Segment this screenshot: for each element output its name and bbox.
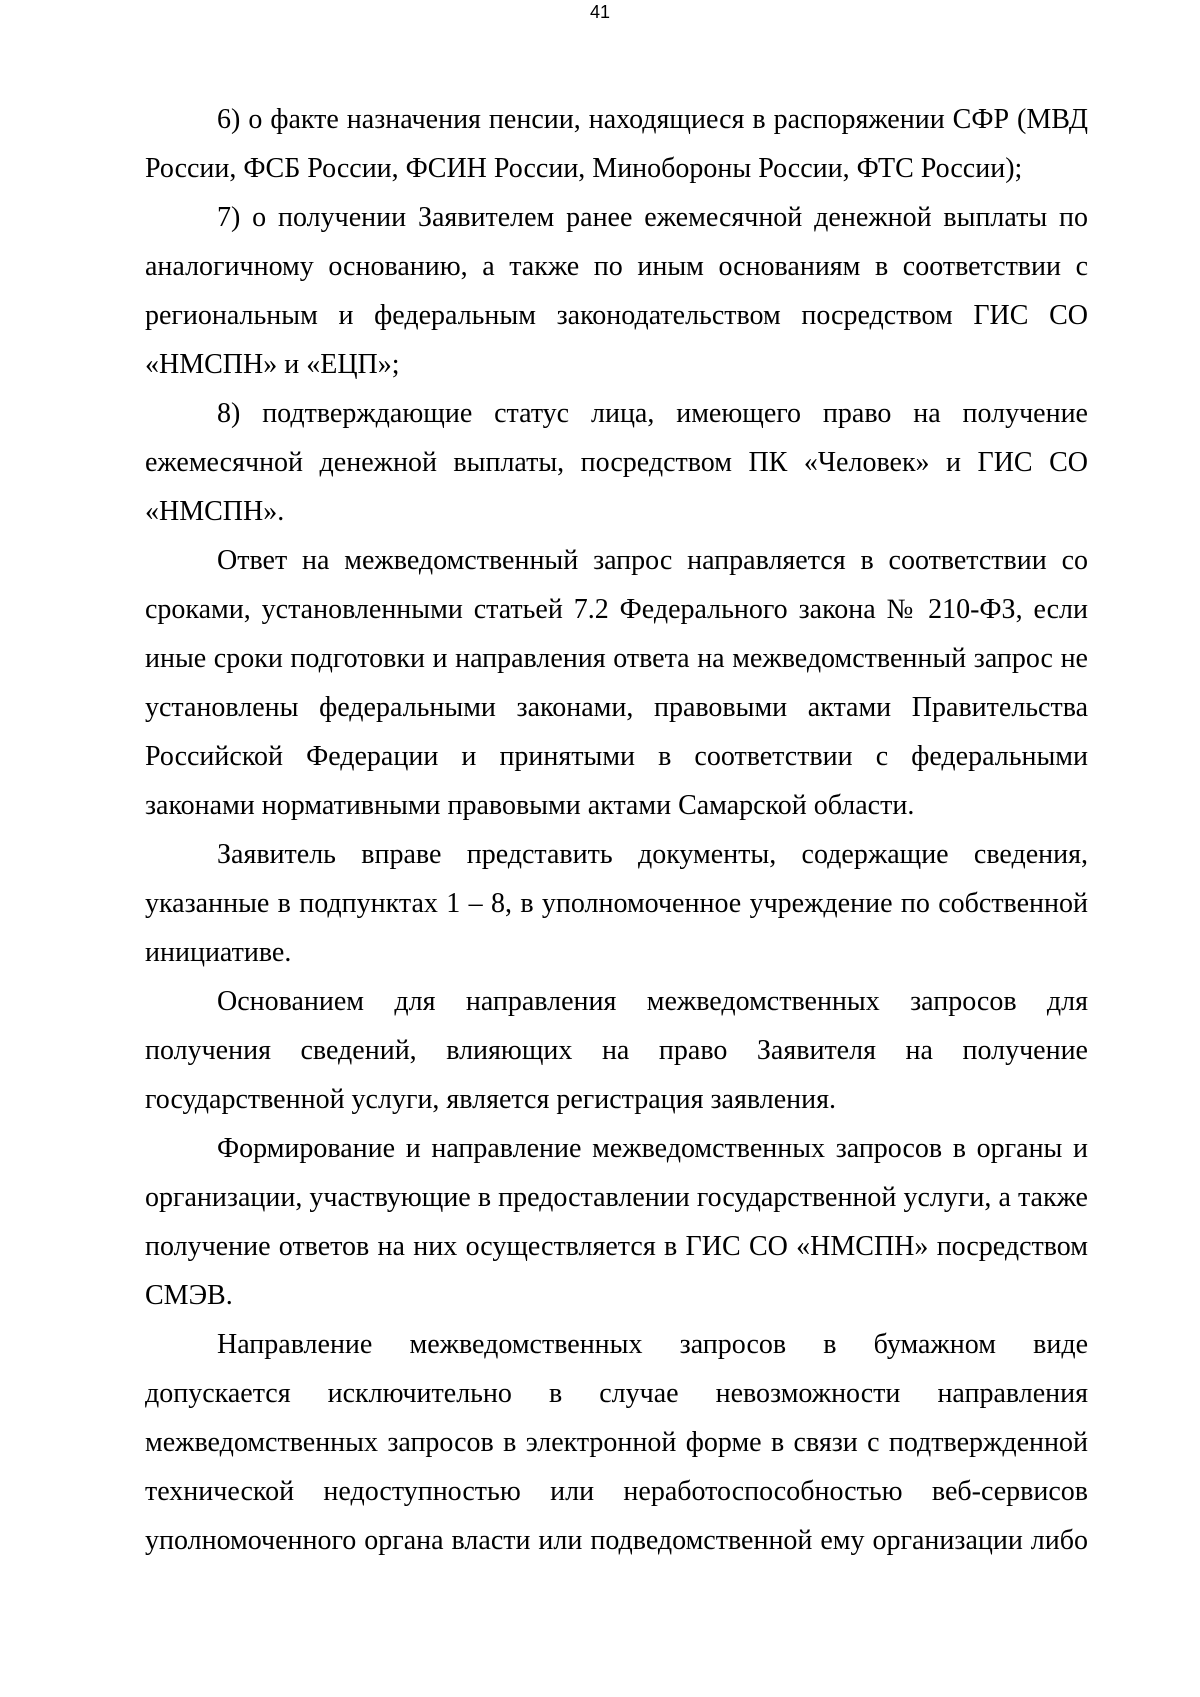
paragraph-item-7: 7) о получении Заявителем ранее ежемесячной денежной выплаты по аналогичному основанию, а также по иным основаниям в соответствии с региональным и федеральным законодательством посредством ГИС СО «НМСПН» и «ЕЦП»; [145, 202, 1088, 380]
paragraph-item-6: 6) о факте назначения пенсии, находящиеся в распоряжении СФР (МВД России, ФСБ России, ФСИН России, Минобороны России, ФТС России); [145, 104, 1088, 184]
paragraph-request-basis: Основанием для направления межведомственных запросов для получения сведений, влияющих на право Заявителя на получение государственной услуги, является регистрация заявления. [145, 986, 1088, 1115]
page-number: 41 [589, 2, 611, 22]
paragraph-applicant-right: Заявитель вправе представить документы, содержащие сведения, указанные в подпунктах 1 – 8, в уполномоченное учреждение по собственной инициативе. [145, 839, 1088, 968]
paragraph-response-deadline: Ответ на межведомственный запрос направляется в соответствии со сроками, установленными статьей 7.2 Федерального закона № 210-ФЗ, если иные сроки подготовки и направления ответа на межведомственный запрос не установлены федеральными законами, правовыми актами Правительства Российской Федерации и принятыми в соответствии с федеральными законами нормативными правовыми актами Самарской области. [145, 545, 1088, 821]
paragraph-request-formation: Формирование и направление межведомственных запросов в органы и организации, участвующие в предоставлении государственной услуги, а также получение ответов на них осуществляется в ГИС СО «НМСПН» посредством СМЭВ. [145, 1133, 1088, 1311]
paragraph-paper-requests: Направление межведомственных запросов в бумажном виде допускается исключительно в случае невозможности направления межведомственных запросов в электронной форме в связи с подтвержденной технической недоступностью или неработоспособностью веб-сервисов уполномоченного органа власти или подведомственной ему организации либо [145, 1329, 1088, 1556]
document-body [145, 95, 1088, 1565]
paragraph-item-8: 8) подтверждающие статус лица, имеющего право на получение ежемесячной денежной выплаты, посредством ПК «Человек» и ГИС СО «НМСПН». [145, 398, 1088, 527]
